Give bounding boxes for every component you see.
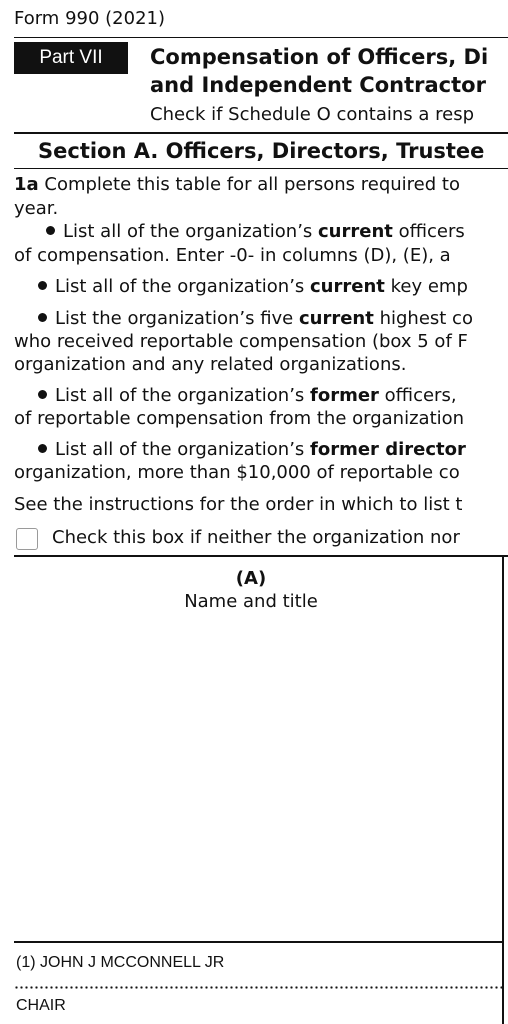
bullet-1-line2: of compensation. Enter -0- in columns (D), (E), a (14, 245, 451, 266)
bullet-icon (38, 281, 47, 290)
bullet-icon (38, 390, 47, 399)
bullet-3: List the organization’s five current highest co (38, 308, 473, 330)
form-label: Form 990 (2021) (14, 8, 165, 29)
neither-compensated-checkbox[interactable] (16, 528, 38, 550)
col-a-letter: (A) (235, 568, 267, 589)
bullet-5-line2: organization, more than $10,000 of reportable co (14, 462, 460, 483)
section-title: Section A. Officers, Directors, Trustee (38, 139, 485, 163)
bullet-1: List all of the organization’s current officers (46, 221, 465, 243)
bullet-5: List all of the organization’s former director (38, 439, 466, 461)
row-name: (1) JOHN J MCCONNELL JR (16, 954, 225, 971)
schedule-o-check-text: Check if Schedule O contains a resp (150, 104, 475, 125)
part-title-line2: and Independent Contractor (150, 73, 486, 97)
bullet-4: List all of the organization’s former officers, (38, 385, 457, 407)
part-badge: Part VII (14, 42, 128, 74)
bullet-2: List all of the organization’s current key emp (38, 276, 468, 298)
section-top-rule (14, 132, 508, 134)
row-title: CHAIR (16, 997, 66, 1014)
column-divider (502, 556, 504, 1024)
item-1a (14, 174, 460, 196)
bullet-icon (38, 444, 47, 453)
bullet-4-line2: of reportable compensation from the organization (14, 408, 465, 429)
bullet-icon (38, 313, 47, 322)
table-top-rule (14, 555, 508, 557)
header-bottom-rule (14, 941, 502, 943)
section-bottom-rule (14, 168, 508, 169)
checkbox-label: Check this box if neither the organization nor (52, 527, 460, 548)
dotted-leader (14, 986, 502, 989)
bullet-icon (46, 226, 55, 235)
item-number: 1a (14, 174, 39, 195)
see-instructions: See the instructions for the order in which to list t (14, 494, 463, 515)
bullet-3-line2: who received reportable compensation (box 5 of F (14, 331, 468, 352)
header-rule (14, 37, 508, 38)
col-a-title: Name and title (184, 591, 318, 612)
bullet-3-line3: organization and any related organizations. (14, 354, 407, 375)
part-title-line1: Compensation of Officers, Di (150, 45, 489, 69)
item-1a-text: Complete this table for all persons required to (38, 174, 460, 195)
item-1a-text2: year. (14, 198, 59, 219)
